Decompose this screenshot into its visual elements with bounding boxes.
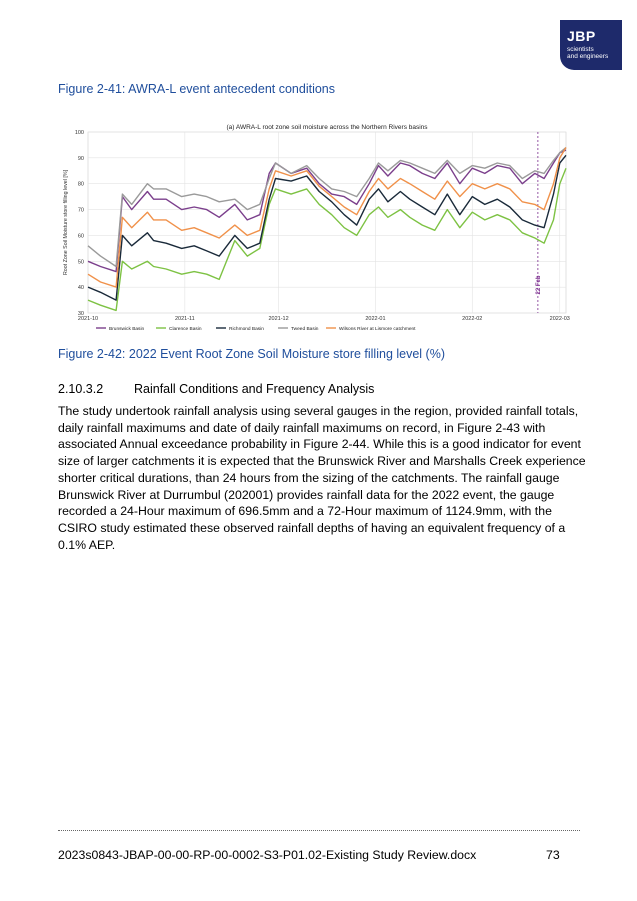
- x-tick-label: 2022-02: [462, 316, 483, 322]
- x-tick-label: 2022-01: [365, 316, 386, 322]
- x-tick-label: 2022-03: [549, 316, 570, 322]
- legend-label: Brunswick Basin: [109, 327, 145, 332]
- y-axis-label: Root Zone Soil Moisture store filling level [%]: [63, 169, 69, 276]
- y-tick-label: 90: [77, 155, 84, 162]
- logo-tagline-line2: and engineers: [567, 53, 609, 60]
- logo-name: JBP: [567, 28, 596, 44]
- section-heading: [58, 382, 374, 396]
- x-tick-label: 2021-10: [77, 316, 99, 322]
- section-number: 2.10.3.2: [58, 382, 104, 396]
- y-tick-label: 50: [77, 259, 84, 266]
- x-tick-label: 2021-12: [268, 316, 289, 322]
- plot-area: [88, 132, 566, 313]
- soil-moisture-chart: [58, 120, 578, 335]
- chart-title: (a) AWRA-L root zone soil moisture across the Northern Rivers basins: [226, 124, 428, 131]
- footer-divider: [58, 830, 580, 831]
- logo-tagline-line1: scientists: [567, 46, 594, 53]
- y-tick-label: 100: [74, 130, 84, 136]
- footer-document-name: 2023s0843-JBAP-00-00-RP-00-0002-S3-P01.02-Existing Study Review.docx: [58, 848, 477, 862]
- y-tick-label: 60: [77, 233, 84, 240]
- legend-label: Tweed Basin: [291, 327, 319, 332]
- annotation-label: 22 Feb: [535, 275, 542, 295]
- legend-label: Clarence Basin: [169, 327, 202, 332]
- legend-label: Wilsons River at Lismore catchment: [339, 327, 416, 332]
- footer-page-number: 73: [546, 848, 560, 862]
- figure-2-41-caption: Figure 2-41: AWRA-L event antecedent conditions: [58, 82, 336, 96]
- legend-label: Richmond Basin: [229, 327, 264, 332]
- y-tick-label: 70: [77, 207, 84, 214]
- section-body: The study undertook rainfall analysis using several gauges in the region, provided rainfall totals, daily rainfall maximums and date of daily rainfall maximums on record, in Figure 2-43 with associated Annual exceedance probability in Figure 2-44. While this is a good indicator for event size of larger catchments it is expected that the Brunswick River and Marshalls Creek experience shorter critical durations, than 24 hours from the sizing of the catchments. The rainfall gauge Brunswick River at Durrumbul (202001) provides rainfall data for the 2022 event, the gauge recorded a 24-Hour maximum of 696.5mm and a 72-Hour maximum of 1124.9mm, with the CSIRO study estimated these observed rainfall depths of having an equivalent frequency of a 0.1% AEP.: [58, 404, 586, 552]
- section-title: Rainfall Conditions and Frequency Analysis: [134, 382, 375, 396]
- jbp-logo: [560, 20, 622, 70]
- y-tick-label: 40: [77, 285, 84, 292]
- y-tick-label: 30: [77, 311, 84, 317]
- logo-tagline: [567, 46, 608, 60]
- y-tick-label: 80: [77, 181, 84, 188]
- figure-2-42-caption: Figure 2-42: 2022 Event Root Zone Soil Moisture store filling level (%): [58, 347, 445, 361]
- x-tick-label: 2021-11: [174, 316, 195, 322]
